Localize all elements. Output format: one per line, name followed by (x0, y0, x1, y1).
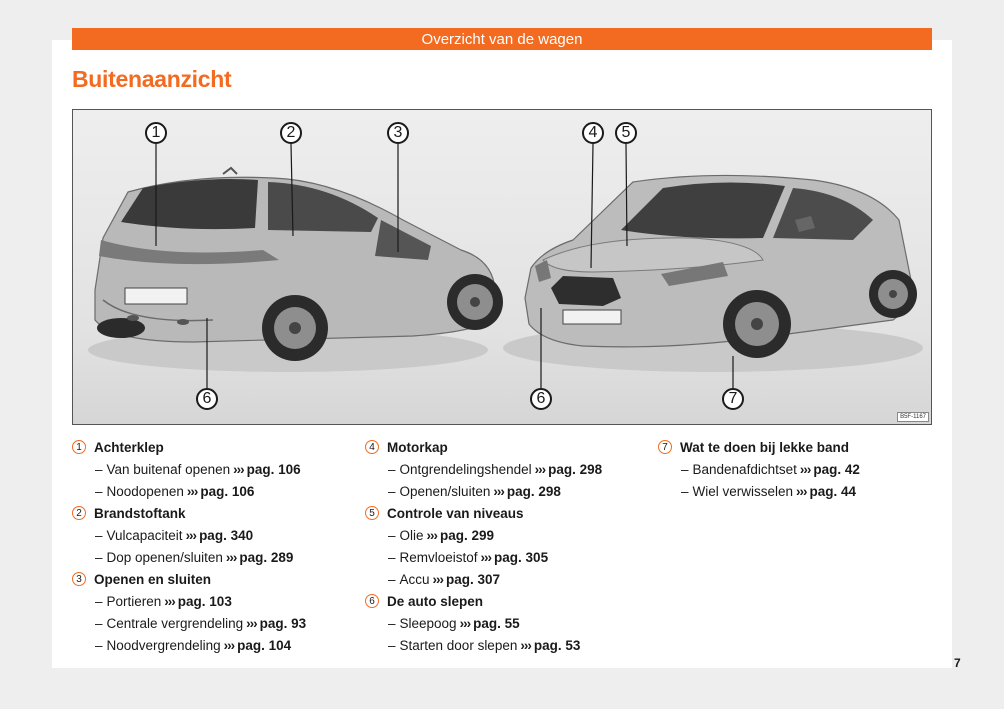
legend-ref[interactable]: – Ontgrendelingshendel ››› pag. 298 (388, 461, 603, 477)
legend-ref[interactable]: – Accu ››› pag. 307 (388, 571, 501, 587)
legend-ref[interactable]: – Olie ››› pag. 299 (388, 527, 495, 543)
page-link[interactable]: pag. 55 (473, 615, 520, 631)
callout-3: 3 (387, 122, 409, 144)
legend-number-icon: 4 (365, 440, 379, 454)
legend-ref[interactable]: – Dop openen/sluiten ››› pag. 289 (95, 549, 294, 565)
callout-6-front: 6 (530, 388, 552, 410)
legend-item-title: De auto slepen (387, 593, 484, 609)
car-illustration (73, 110, 931, 424)
page-link[interactable]: pag. 298 (548, 461, 603, 477)
page-link[interactable]: pag. 289 (239, 549, 294, 565)
callout-6-rear: 6 (196, 388, 218, 410)
page-link[interactable]: pag. 42 (813, 461, 860, 477)
page-link[interactable]: pag. 305 (494, 549, 549, 565)
page-title: Buitenaanzicht (72, 66, 232, 92)
legend-ref[interactable]: – Openen/sluiten ››› pag. 298 (388, 483, 561, 499)
legend-ref[interactable]: – Vulcapaciteit ››› pag. 340 (95, 527, 254, 543)
page-link[interactable]: pag. 103 (177, 593, 232, 609)
page-link[interactable]: pag. 298 (506, 483, 561, 499)
legend-item-4 (365, 436, 645, 458)
legend-number-icon: 7 (658, 440, 672, 454)
legend-item-6 (365, 590, 645, 612)
callout-1: 1 (145, 122, 167, 144)
legend-ref[interactable]: – Sleepoog ››› pag. 55 (388, 615, 520, 631)
legend-ref[interactable]: – Wiel verwisselen ››› pag. 44 (681, 483, 857, 499)
legend-ref[interactable]: – Noodvergrendeling ››› pag. 104 (95, 637, 292, 653)
legend-number-icon: 5 (365, 506, 379, 520)
legend-ref[interactable]: – Centrale vergrendeling ››› pag. 93 (95, 615, 307, 631)
legend-ref[interactable]: – Remvloeistof ››› pag. 305 (388, 549, 549, 565)
legend-item-2 (72, 502, 352, 524)
legend-ref[interactable]: – Starten door slepen ››› pag. 53 (388, 637, 581, 653)
page-link[interactable]: pag. 93 (259, 615, 307, 631)
legend-ref[interactable]: – Van buitenaf openen ››› pag. 106 (95, 461, 301, 477)
figure-id: B5F-1167 (897, 412, 929, 422)
legend-item-5 (365, 502, 645, 524)
legend-item-title: Motorkap (387, 439, 448, 455)
legend-number-icon: 3 (72, 572, 86, 586)
legend-item-title: Achterklep (94, 439, 164, 455)
callout-2: 2 (280, 122, 302, 144)
legend-item-title: Brandstoftank (94, 505, 186, 521)
page-link[interactable]: pag. 307 (446, 571, 501, 587)
legend-item-title: Controle van niveaus (387, 505, 524, 521)
page-link[interactable]: pag. 104 (237, 637, 292, 653)
callout-4: 4 (582, 122, 604, 144)
car-exterior-figure (72, 109, 932, 425)
legend-column-1 (72, 436, 352, 656)
legend-item-title: Openen en sluiten (94, 571, 212, 587)
callout-7: 7 (722, 388, 744, 410)
page-link[interactable]: pag. 44 (809, 483, 857, 499)
page-link[interactable]: pag. 53 (533, 637, 581, 653)
section-header-label: Overzicht van de wagen (421, 30, 583, 48)
section-header (72, 28, 932, 50)
legend-ref[interactable]: – Bandenafdichtset ››› pag. 42 (681, 461, 860, 477)
page-link[interactable]: pag. 340 (199, 527, 254, 543)
page-link[interactable]: pag. 106 (200, 483, 255, 499)
page-link[interactable]: pag. 299 (440, 527, 495, 543)
page-number: 7 (954, 656, 961, 670)
legend-item-3 (72, 568, 352, 590)
legend-ref[interactable]: – Portieren ››› pag. 103 (95, 593, 232, 609)
legend-number-icon: 2 (72, 506, 86, 520)
callout-5: 5 (615, 122, 637, 144)
legend-column-3 (658, 436, 938, 502)
legend-ref[interactable]: – Noodopenen ››› pag. 106 (95, 483, 255, 499)
legend-number-icon: 6 (365, 594, 379, 608)
front-car (525, 175, 917, 358)
legend-item-7 (658, 436, 938, 458)
legend-column-2 (365, 436, 645, 656)
page-link[interactable]: pag. 106 (246, 461, 301, 477)
legend-item-1 (72, 436, 352, 458)
legend-item-title: Wat te doen bij lekke band (680, 439, 850, 455)
legend-number-icon: 1 (72, 440, 86, 454)
